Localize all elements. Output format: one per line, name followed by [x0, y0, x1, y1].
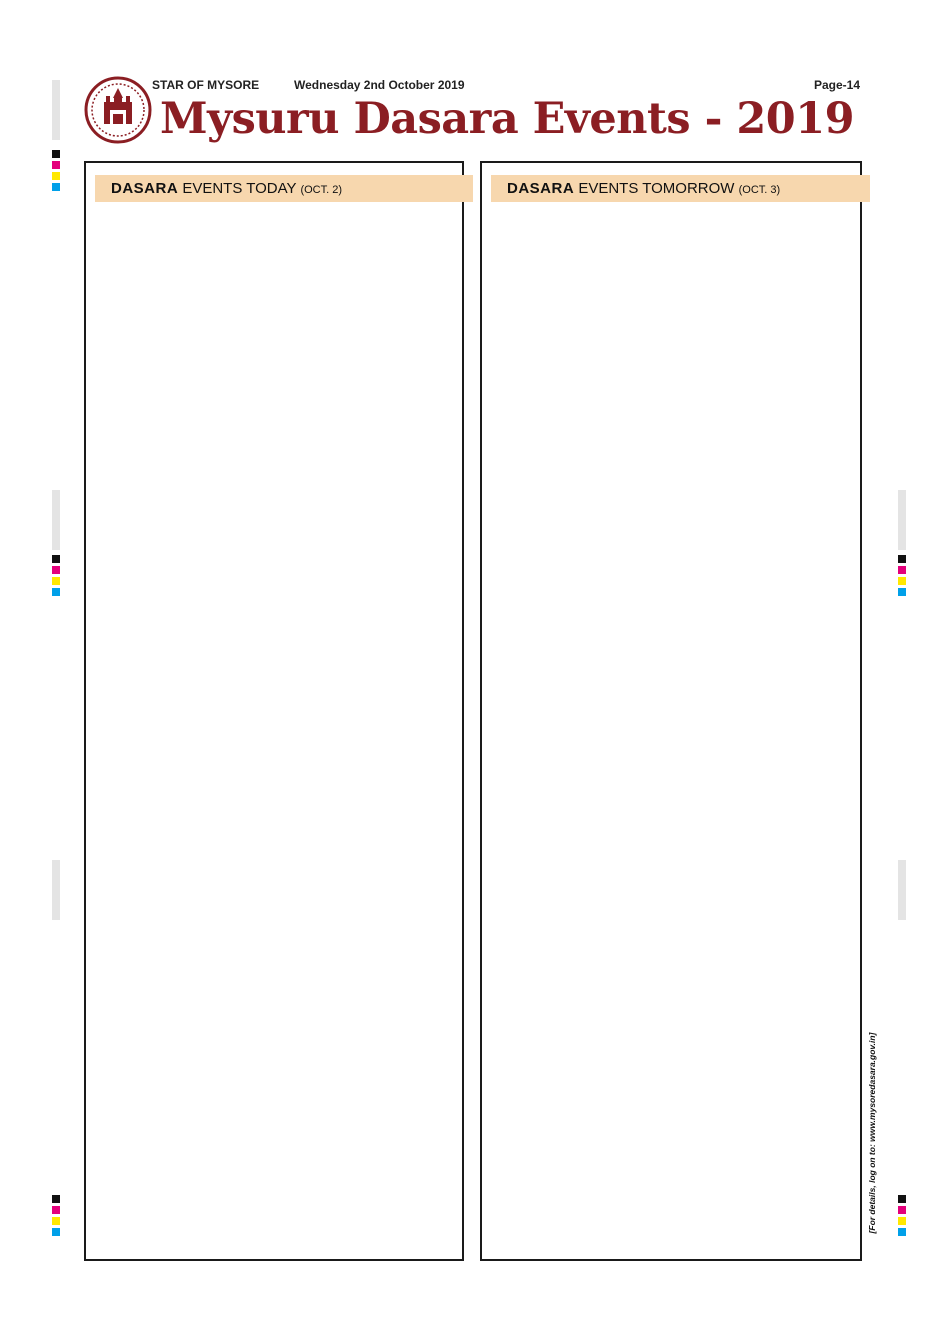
color-registration-marks — [898, 555, 906, 599]
color-registration-marks — [898, 1195, 906, 1239]
grey-margin-bar — [52, 860, 60, 920]
events-today-banner — [95, 175, 473, 202]
grey-margin-bar — [52, 80, 60, 140]
side-note-text: [For details, log on to: www.mysoredasara.gov.in] — [867, 1032, 877, 1234]
color-registration-marks — [52, 1195, 60, 1239]
grey-margin-bar — [52, 490, 60, 550]
grey-margin-bar — [898, 490, 906, 550]
grey-margin-bar — [898, 860, 906, 920]
color-registration-marks — [52, 555, 60, 599]
events-tomorrow-banner — [491, 175, 870, 202]
color-registration-marks — [52, 150, 60, 194]
events-tomorrow-column — [480, 161, 862, 1261]
issue-date: Wednesday 2nd October 2019 — [294, 78, 465, 92]
newspaper-name: STAR OF MYSORE — [152, 78, 260, 92]
star-of-mysore-logo-icon — [84, 76, 152, 144]
banner-text: EVENTS TOMORROW — [574, 180, 739, 197]
banner-bold: DASARA — [111, 180, 179, 197]
website-side-note — [862, 1010, 876, 1260]
banner-date: (OCT. 3) — [738, 184, 781, 196]
page-number: Page-14 — [813, 78, 860, 92]
banner-bold: DASARA — [507, 180, 575, 197]
banner-text: EVENTS TODAY — [178, 180, 301, 197]
banner-date: (OCT. 2) — [300, 184, 342, 196]
page-title: Mysuru Dasara Events - 2019 — [160, 94, 855, 144]
events-today-column — [84, 161, 464, 1261]
